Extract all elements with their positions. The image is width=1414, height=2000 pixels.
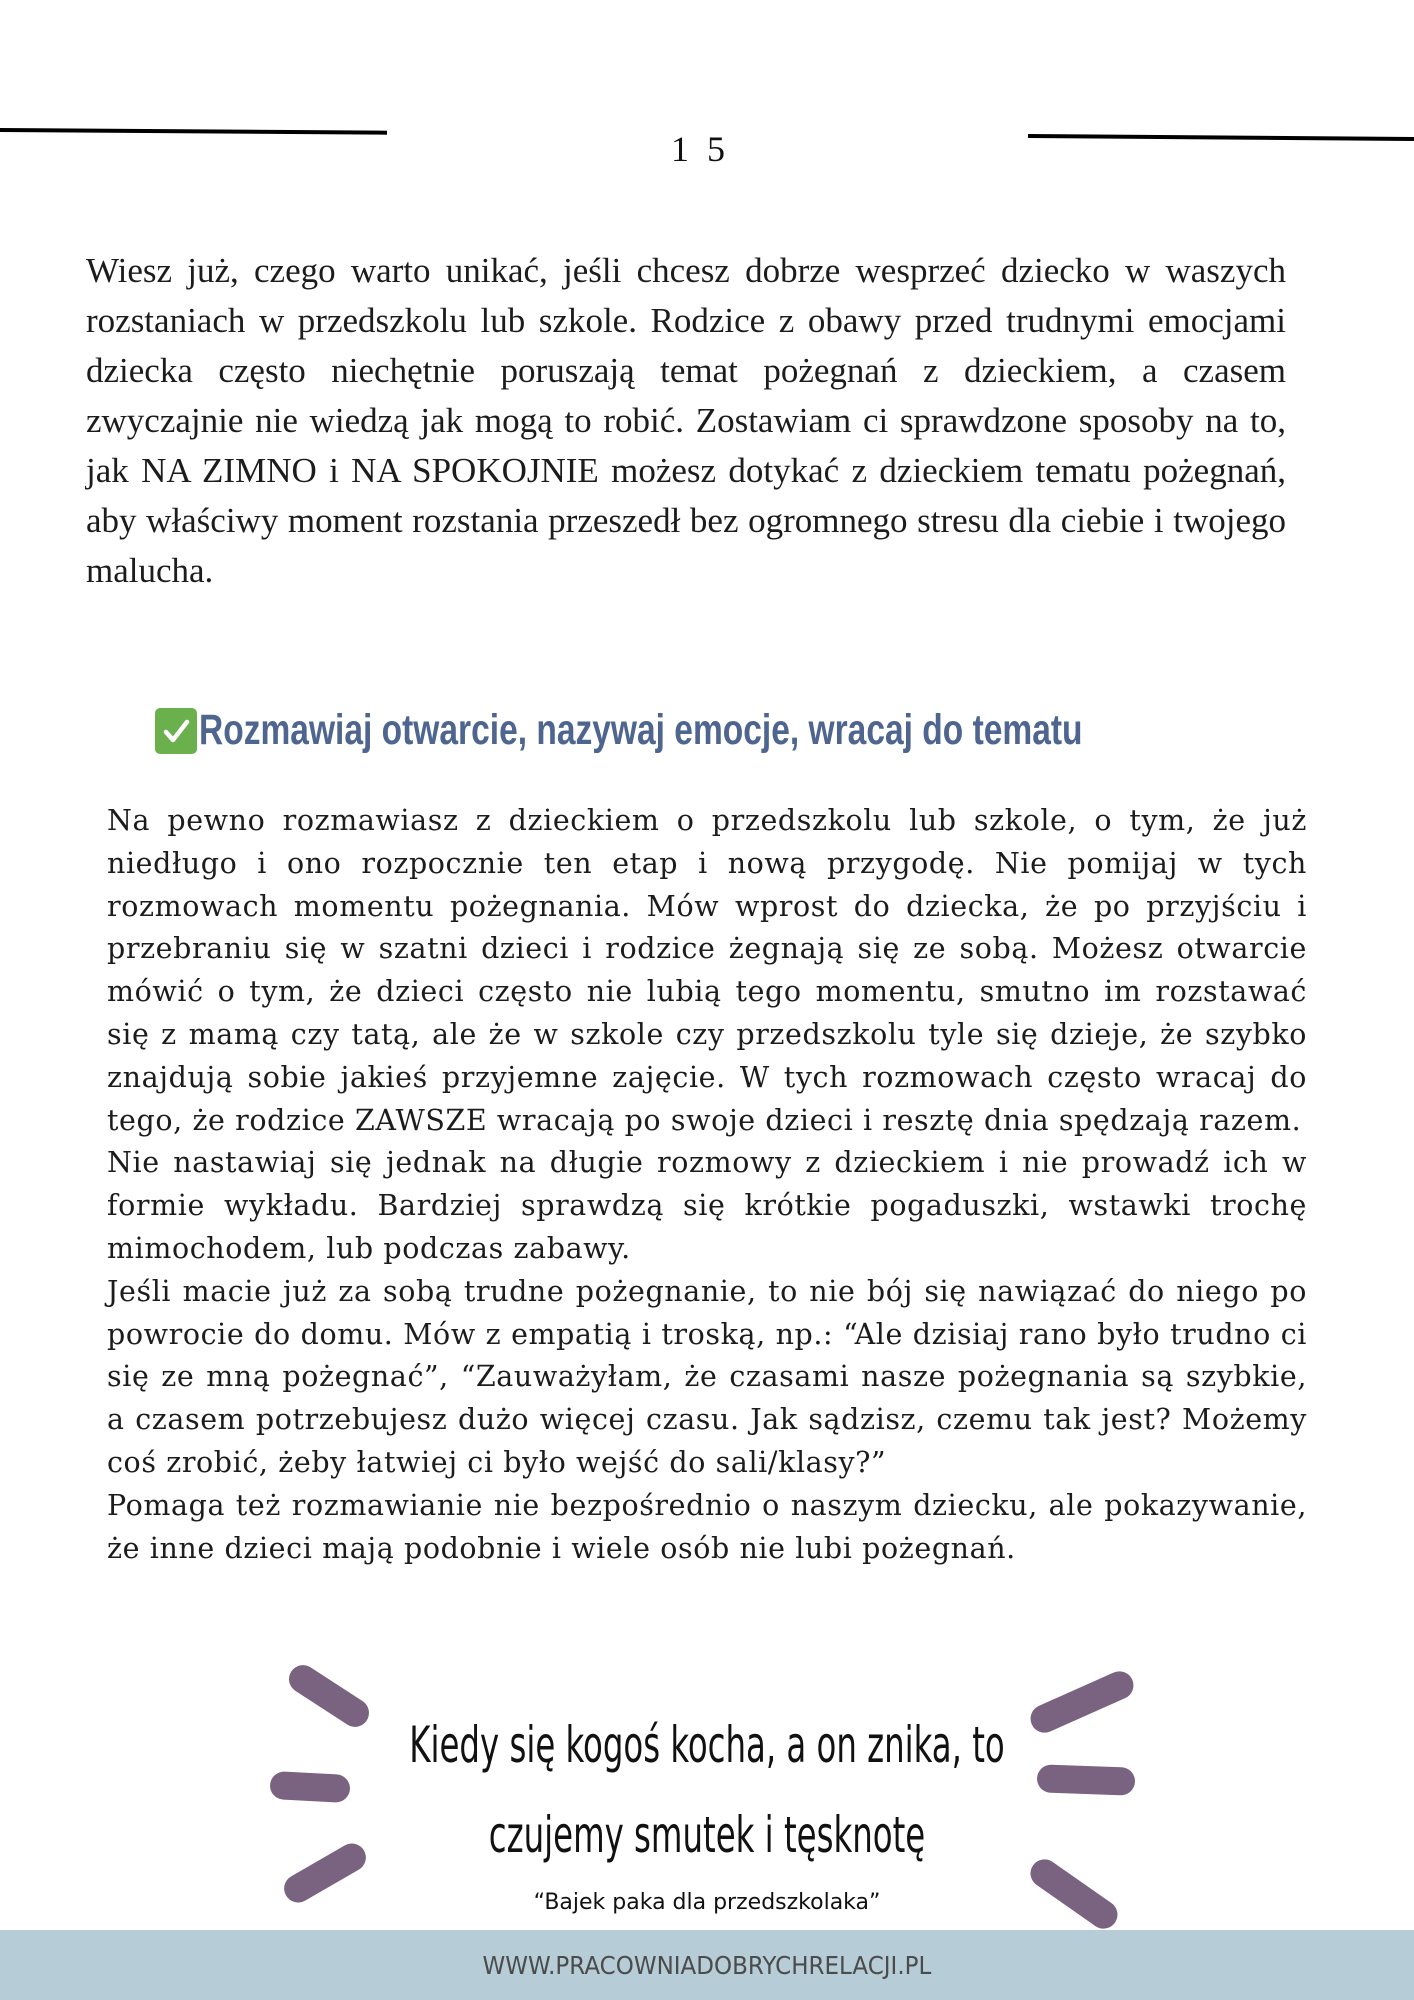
check-mark-icon xyxy=(155,708,197,754)
body-paragraph: Nie nastawiaj się jednak na długie rozmowy z dzieckiem i nie prowadź ich w formie wykładu. Bardziej sprawdzą się krótkie pogaduszki, wstawki trochę mimochodem, lub podczas zabawy. xyxy=(107,1146,1307,1265)
section-body xyxy=(107,800,1307,1570)
section-heading-text: Rozmawiaj otwarcie, nazywaj emocje, wracaj do tematu xyxy=(199,706,1083,754)
intro-paragraph xyxy=(86,246,1286,596)
quote-line-2: czujemy smutek i tęsknotę xyxy=(488,1806,926,1864)
body-paragraph: Na pewno rozmawiasz z dzieckiem o przedszkolu lub szkole, o tym, że już niedługo i ono rozpocznie ten etap i nową przygodę. Nie pomijaj w tych rozmowach momentu pożegnania. Mów wprost do dziecka, że po przyjściu i przebraniu się w szatni dzieci i rodzice żegnają się ze sobą. Możesz otwarcie mówić o tym, że dzieci często nie lubią tego momentu, smutno im rozstawać się z mamą czy tatą, ale że w szkole czy przedszkolu tyle się dzieje, że szybko znajdują sobie jakieś przyjemne zajęcie. W tych rozmowach często wracaj do tego, że rodzice ZAWSZE wracają po swoje dzieci i resztę dnia spędzają razem. xyxy=(107,804,1307,1137)
footer-bar xyxy=(0,1930,1414,2000)
page-number: 15 xyxy=(671,129,743,169)
body-paragraph: Pomaga też rozmawianie nie bezpośrednio o naszym dziecku, ale pokazywanie, że inne dzieci mają podobnie i wiele osób nie lubi pożegnań. xyxy=(107,1488,1307,1565)
decor-dash-mid-left xyxy=(269,1771,350,1803)
intro-text: Wiesz już, czego warto unikać, jeśli chcesz dobrze wesprzeć dziecko w waszych rozstaniach w przedszkolu lub szkole. Rodzice z obawy przed trudnymi emocjami dziecka często niechętnie poruszają temat pożegnań z dzieckiem, a czasem zwyczajnie nie wiedzą jak mogą to robić. Zostawiam ci sprawdzone sposoby na to, jak NA ZIMNO i NA SPOKOJNIE możesz dotykać z dzieckiem tematu pożegnań, aby właściwy moment rozstania przeszedł bez ogromnego stresu dla ciebie i twojego malucha. xyxy=(86,251,1286,590)
section-heading xyxy=(0,706,1414,755)
footer-url[interactable]: WWW.PRACOWNIADOBRYCHRELACJI.PL xyxy=(482,1950,932,1980)
quote-line-1: Kiedy się kogoś kocha, a on znika, to xyxy=(409,1716,1005,1774)
quote-source: “Bajek paka dla przedszkolaka” xyxy=(533,1890,881,1915)
body-paragraph: Jeśli macie już za sobą trudne pożegnanie, to nie bój się nawiązać do niego po powrocie do domu. Mów z empatią i troską, np.: “Ale dzisiaj rano było trudno ci się ze mną pożegnać”, “Zauważyłam, że czasami nasze pożegnania są szybkie, a czasem potrzebujesz dużo więcej czasu. Jak sądzisz, czemu tak jest? Możemy coś zrobić, żeby łatwiej ci było wejść do sali/klasy?” xyxy=(107,1274,1307,1479)
